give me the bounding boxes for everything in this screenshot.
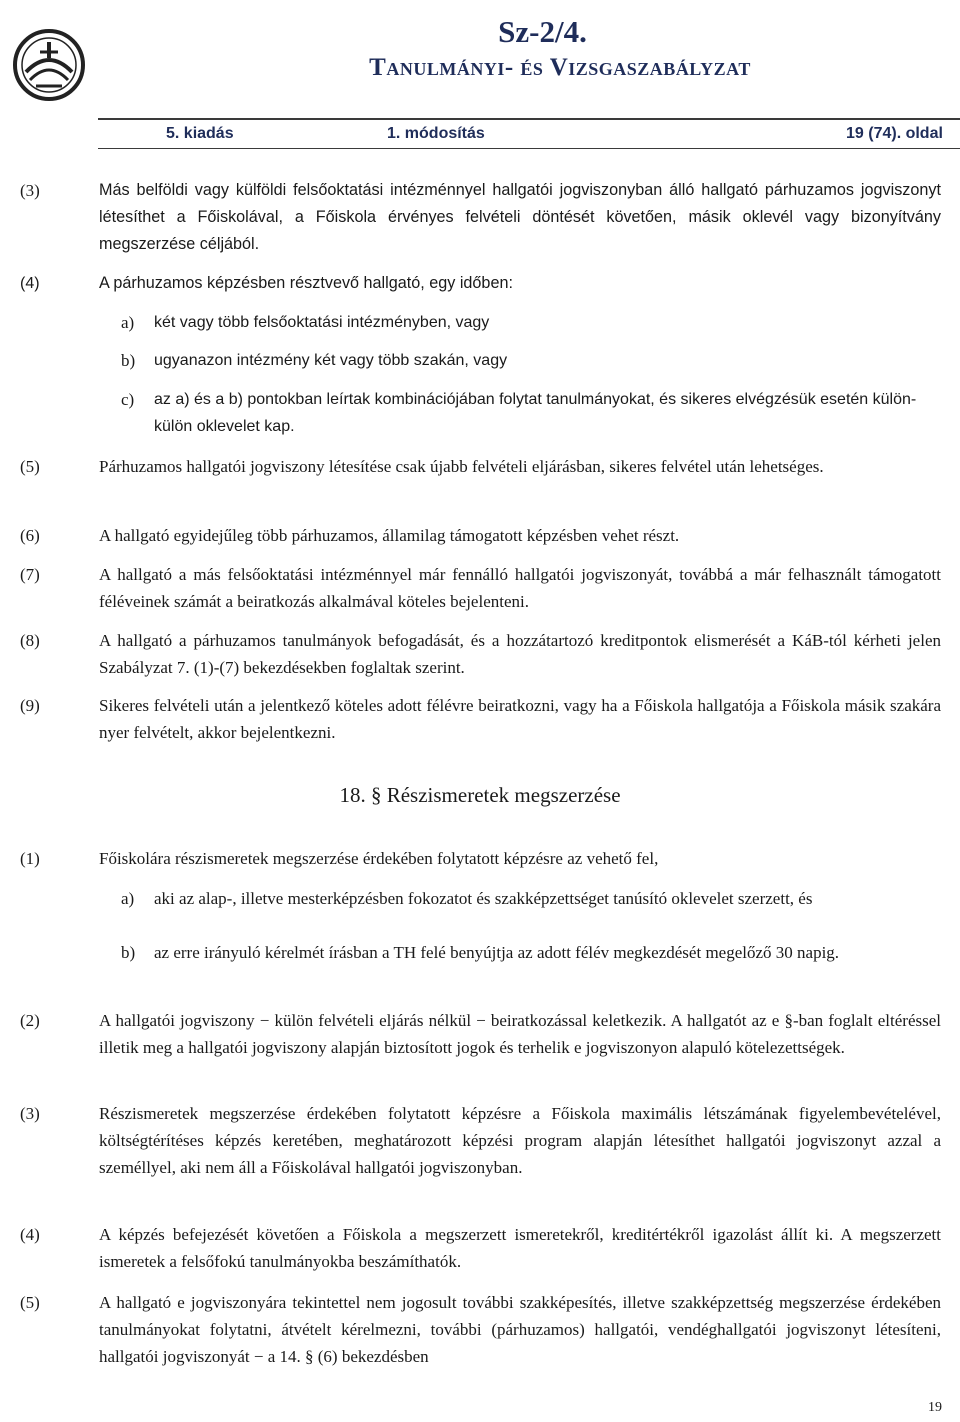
edition-label: 5. kiadás (166, 125, 234, 142)
paragraph-number: (3) (20, 181, 40, 200)
paragraph-text: Főiskolára részismeretek megszerzése érdekében folytatott képzésre az vehető fel, (99, 849, 659, 868)
list-text: az a) és a b) pontokban leírtak kombinációjában folytat tanulmányokat, és sikeres elvégzésük esetén külön-külön oklevelet kap. (154, 391, 917, 435)
page-header (0, 0, 960, 148)
paragraph-number: (2) (20, 1011, 40, 1030)
page-label: 19 (74). oldal (846, 125, 943, 142)
list-text: az erre irányuló kérelmét írásban a TH felé benyújtja az adott félév megkezdését megelőző 30 napig. (154, 943, 840, 962)
paragraph-text: Más belföldi vagy külföldi felsőoktatási intézménnyel hallgatói jogviszonyban álló hallgató párhuzamos jogviszonyt létesíthet a Főiskolával, a Főiskola érvényes felvételi döntését követően, másik oklevél vagy bizonyítvány megszerzése céljából. (99, 181, 941, 253)
paragraph-number: (5) (20, 1293, 40, 1312)
paragraph-number: (8) (20, 631, 40, 650)
paragraph-number: (7) (20, 565, 40, 584)
list-label: b) (121, 943, 136, 962)
paragraph-number: (6) (20, 526, 40, 545)
list-text: aki az alap-, illetve mesterképzésben fokozatot és szakképzettséget tanúsító oklevelet szerzett, és (154, 889, 813, 908)
page-number: 19 (928, 1400, 942, 1415)
paragraph-text: A hallgató a más felsőoktatási intézménnyel már fennálló hallgatói jogviszonyát, továbbá a már felhasznált támogatott féléveinek számát a beiratkozás alkalmával köteles bejelenteni. (99, 565, 941, 611)
header-divider (98, 118, 960, 120)
paragraph-number: (4) (20, 1225, 40, 1244)
paragraph-text: Részismeretek megszerzése érdekében folytatott képzésre a Főiskola maximális létszámának figyelembevételével, költségtérítéses képzés keretében, meghatározott képzési program alapján létesíthet hallgatói jogviszonyt azzal a személlyel, aki nem áll a Főiskolával hallgatói jogviszonyban. (99, 1104, 941, 1177)
modification-label: 1. módosítás (387, 125, 485, 142)
paragraph-text: A párhuzamos képzésben résztvevő hallgató, egy időben: (99, 274, 513, 292)
paragraph-text: Párhuzamos hallgatói jogviszony létesítése csak újabb felvételi eljárásban, sikeres felvétel után lehetséges. (99, 457, 824, 476)
paragraph-text: Sikeres felvételi után a jelentkező köteles adott félévre beiratkozni, vagy ha a Főiskola hallgatója a Főiskola másik szakára nyer felvételt, akkor bejelentkezni. (99, 696, 941, 742)
paragraph-number: (5) (20, 457, 40, 476)
paragraph-number: (1) (20, 849, 40, 868)
paragraph-text: A hallgató egyidejűleg több párhuzamos, államilag támogatott képzésben vehet részt. (99, 526, 680, 545)
document-code: Sz-2/4. (498, 14, 587, 49)
list-label: a) (121, 313, 135, 332)
paragraph-number: (9) (20, 696, 40, 715)
paragraph-number: (3) (20, 1104, 40, 1123)
header-divider-bottom (98, 148, 960, 149)
list-text: ugyanazon intézmény két vagy több szakán, vagy (154, 352, 508, 369)
list-label: c) (121, 390, 135, 409)
paragraph-text: A hallgató e jogviszonyára tekintettel nem jogosult további szakképesítés, illetve szakképzettség megszerzése érdekében tanulmányokat folytatni, átvételt kérelmezni, további (párhuzamos) hallgatói, vendéghallgatói jogviszonyt létesíteni, hallgatói jogviszonyát − a 14. § (6) bekezdésben (99, 1293, 941, 1366)
paragraph-number: (4) (20, 275, 40, 292)
list-label: b) (121, 351, 136, 370)
document-title: Tanulmányi- és Vizsgaszabályzat (369, 54, 751, 81)
list-text: két vagy több felsőoktatási intézményben, vagy (154, 314, 490, 331)
paragraph-text: A hallgató a párhuzamos tanulmányok befogadását, és a hozzátartozó kreditpontok elismerését a KáB-tól kérheti jelen Szabályzat 7. (1)-(7) bekezdésekben foglaltak szerint. (99, 631, 941, 677)
paragraph-text: A hallgatói jogviszony − külön felvételi eljárás nélkül − beiratkozással keletkezik. A hallgatót az e §-ban foglalt eltéréssel illetik meg a hallgatói jogviszony alapján biztosított jogok és terhelik e jogviszonyon alapuló kötelezettségek. (99, 1011, 941, 1057)
section-heading: 18. § Részismeretek megszerzése (339, 783, 621, 807)
paragraph-text: A képzés befejezését követően a Főiskola a megszerzett ismeretekről, kreditértékről igazolást állít ki. A megszerzett ismeretek a felsőfokú tanulmányokba beszámíthatók. (99, 1225, 941, 1271)
list-label: a) (121, 889, 135, 908)
